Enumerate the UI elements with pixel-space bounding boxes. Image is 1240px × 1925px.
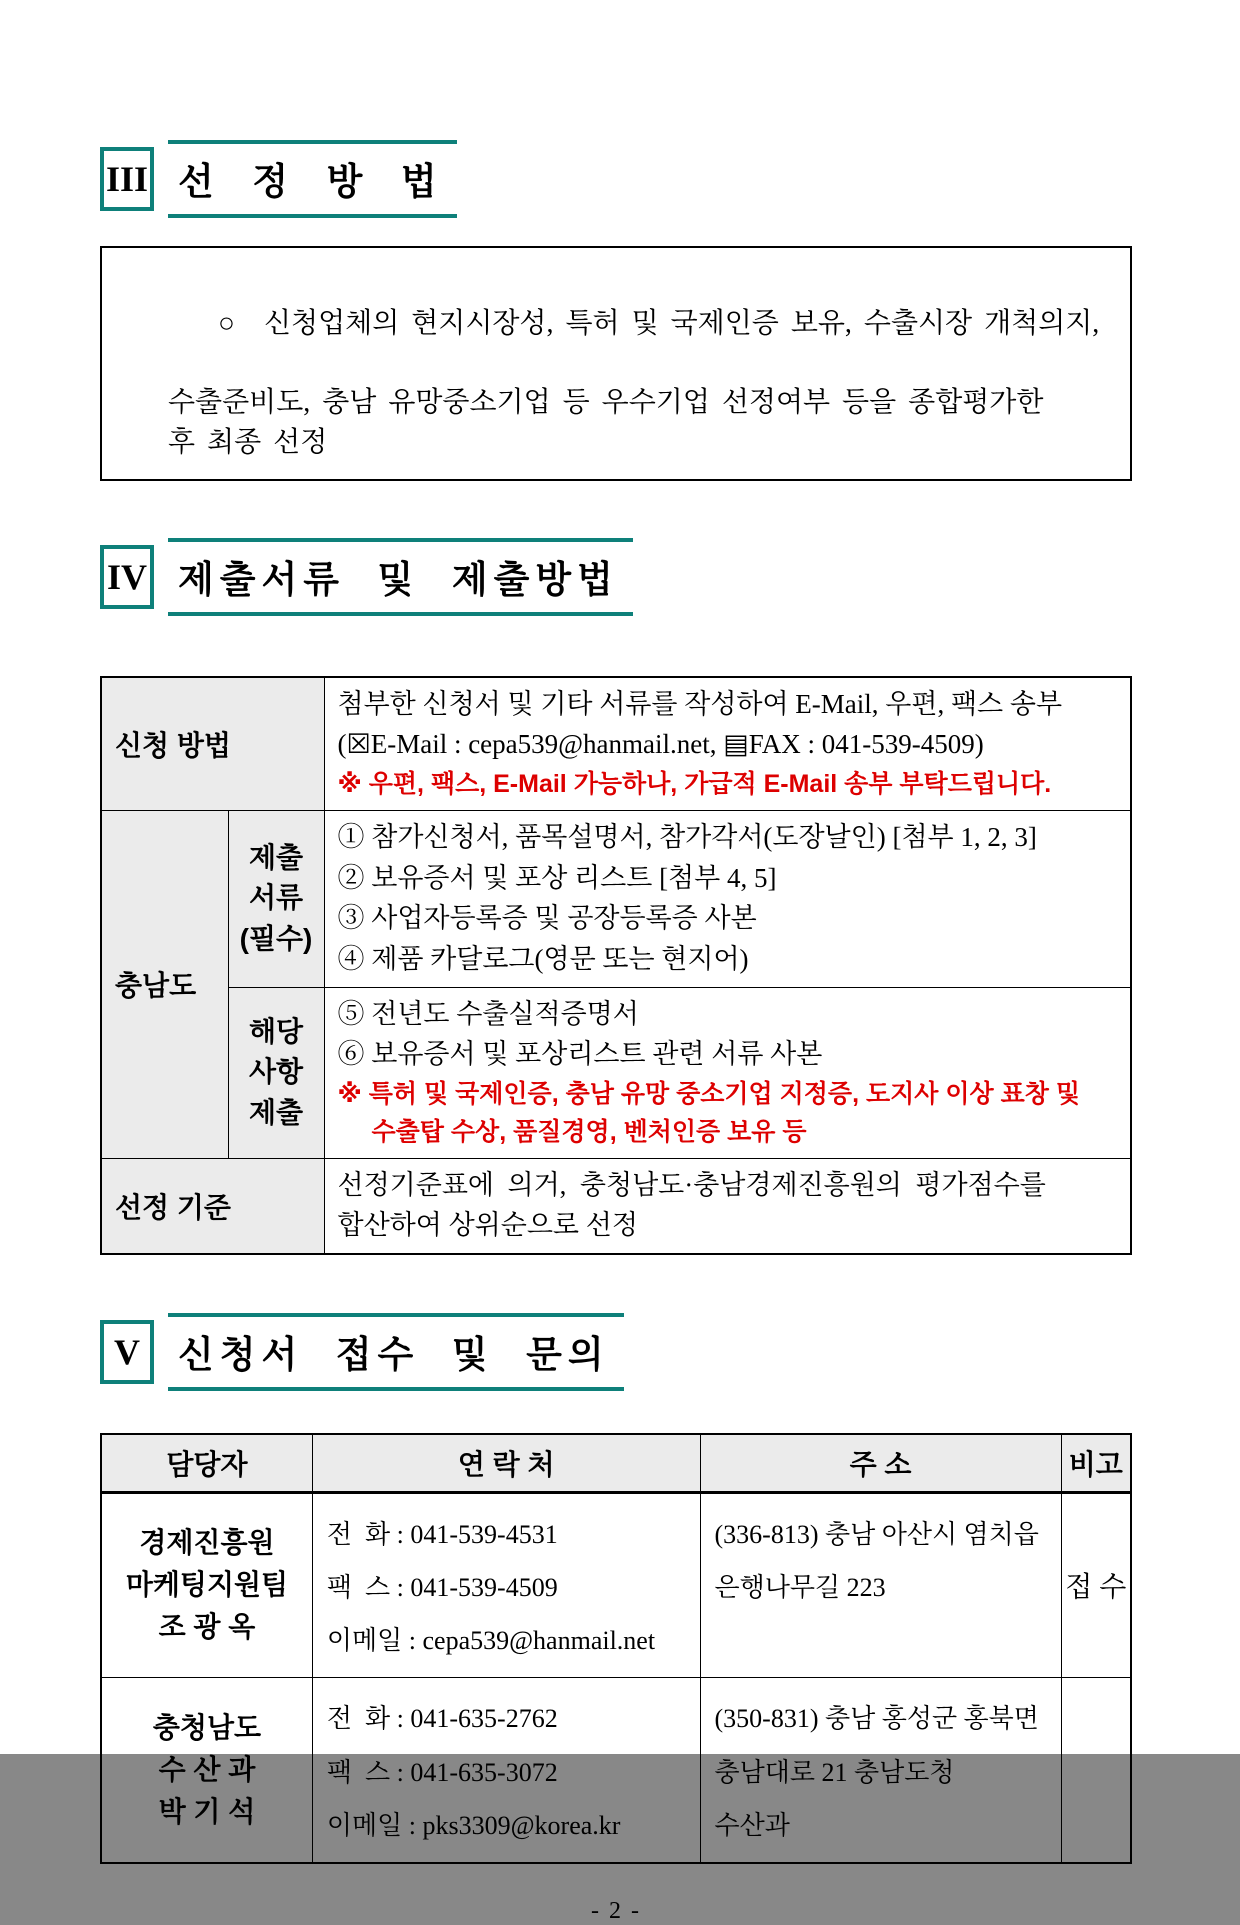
apply-method-red-note: ※ 우편, 팩스, E-Mail 가능하나, 가급적 E-Mail 송부 부탁드립니다. — [337, 770, 1052, 798]
circle-bullet-icon: ○ — [218, 307, 235, 339]
phone-line: 전 화 : 041-539-4531 — [326, 1519, 558, 1549]
selection-method-line-2: 수출준비도, 충남 유망중소기업 등 우수기업 선정여부 등을 종합평가한 — [168, 387, 1044, 419]
conditional-docs-header-line-2: 사항 — [248, 1056, 304, 1088]
required-item-3: ③ 사업자등록증 및 공장등록증 사본 — [337, 903, 757, 934]
section-5-roman-numeral: V — [100, 1320, 154, 1384]
apply-method-header-cell: 신청 방법 — [101, 677, 324, 811]
section-4-header — [100, 538, 1132, 616]
conditional-docs-header-cell — [228, 987, 324, 1158]
contact-row-2-contact-cell — [312, 1678, 700, 1863]
apply-method-row — [101, 677, 1131, 811]
section-5-title: 신청서 접수 및 문의 — [168, 1313, 624, 1391]
section-3-header — [100, 140, 1132, 218]
conditional-docs-header-line-3: 제출 — [248, 1096, 304, 1128]
required-item-2: ② 보유증서 및 포상 리스트 [첨부 4, 5] — [337, 862, 777, 893]
required-docs-header-line-3: (필수) — [239, 923, 313, 955]
apply-method-line-1: 첨부한 신청서 및 기타 서류를 작성하여 E-Mail, 우편, 팩스 송부 — [337, 688, 1063, 719]
person-name: 박 기 석 — [158, 1796, 256, 1828]
submission-table — [100, 676, 1132, 1255]
address-line-1: (350-831) 충남 홍성군 홍북면 — [714, 1704, 1039, 1734]
selection-method-line-1 — [122, 264, 1116, 383]
email-address-text: E-Mail : cepa539@hanmail.net, — [370, 729, 724, 760]
contact-header-note: 비고 — [1061, 1434, 1131, 1492]
criteria-content-cell — [324, 1158, 1131, 1254]
email-line: 이메일 : pks3309@korea.kr — [326, 1810, 621, 1840]
address-line-1: (336-813) 충남 아산시 염치읍 — [714, 1519, 1039, 1549]
required-documents-row — [101, 811, 1131, 988]
criteria-header-cell: 선정 기준 — [101, 1158, 324, 1254]
section-3-title: 선 정 방 법 — [168, 140, 457, 218]
contact-header-contact: 연 락 처 — [312, 1434, 700, 1492]
contact-row-2-person-cell — [101, 1678, 312, 1863]
conditional-docs-header-line-1: 해당 — [248, 1015, 304, 1047]
criteria-line-1: 선정기준표에 의거, 충청남도·충남경제진흥원의 평가점수를 — [337, 1169, 1046, 1200]
document-content — [100, 0, 1132, 1925]
open-paren: ( — [337, 729, 347, 760]
section-3-roman-numeral: III — [100, 147, 154, 211]
page-number: - 2 - — [591, 1898, 641, 1925]
section-5-header — [100, 1313, 1132, 1391]
selection-method-box — [100, 246, 1132, 481]
person-team: 마케팅지원팀 — [125, 1569, 289, 1601]
contact-row-1-person-cell — [101, 1492, 312, 1678]
conditional-red-note-line-2: 수출탑 수상, 품질경영, 벤처인증 보유 등 — [371, 1117, 807, 1146]
address-line-2: 충남대로 21 충남도청 — [714, 1757, 955, 1787]
person-name: 조 광 옥 — [158, 1611, 256, 1643]
contact-table — [100, 1433, 1132, 1864]
address-line-2: 은행나무길 223 — [714, 1572, 886, 1602]
criteria-line-2: 합산하여 상위순으로 선정 — [337, 1210, 638, 1241]
contact-row-1-address-cell — [700, 1492, 1061, 1678]
required-item-1: ① 참가신청서, 품목설명서, 참가각서(도장날인) [첨부 1, 2, 3] — [337, 822, 1037, 852]
contact-header-row — [101, 1434, 1131, 1492]
person-team: 수 산 과 — [158, 1754, 256, 1786]
address-line-3: 수산과 — [714, 1810, 790, 1840]
required-item-4: ④ 제품 카달로그(영문 또는 현지어) — [337, 943, 749, 974]
phone-line: 전 화 : 041-635-2762 — [326, 1704, 558, 1734]
apply-method-line-2 — [338, 727, 1125, 763]
selection-method-text-1: 신청업체의 현지시장성, 특허 및 국제인증 보유, 수출시장 개척의지, — [264, 307, 1100, 339]
contact-row-1 — [101, 1492, 1131, 1678]
conditional-item-5: ⑤ 전년도 수출실적증명서 — [337, 998, 639, 1029]
contact-row-2-note-cell — [1061, 1678, 1131, 1863]
contact-row-1-note-cell: 접 수 — [1061, 1492, 1131, 1678]
fax-number-text: FAX : 041-539-4509) — [748, 729, 984, 760]
person-org: 충청남도 — [152, 1712, 262, 1744]
conditional-docs-content-cell — [324, 987, 1131, 1158]
email-line: 이메일 : cepa539@hanmail.net — [326, 1626, 656, 1656]
fax-line: 팩 스 : 041-635-3072 — [326, 1757, 558, 1787]
contact-header-address: 주 소 — [700, 1434, 1061, 1492]
conditional-documents-row — [101, 987, 1131, 1158]
conditional-item-6: ⑥ 보유증서 및 포상리스트 관련 서류 사본 — [337, 1039, 823, 1070]
person-org: 경제진흥원 — [139, 1527, 275, 1559]
apply-method-content-cell — [324, 677, 1131, 811]
contact-row-1-contact-cell — [312, 1492, 700, 1678]
province-header-cell: 충남도 — [101, 811, 228, 1159]
required-docs-header-line-2: 서류 — [248, 882, 304, 914]
criteria-row — [101, 1158, 1131, 1254]
conditional-red-note-line-1: ※ 특허 및 국제인증, 충남 유망 중소기업 지정증, 도지사 이상 표창 및 — [337, 1079, 1081, 1108]
selection-method-line-3: 후 최종 선정 — [168, 427, 328, 458]
required-docs-header-cell — [228, 811, 324, 988]
fax-line: 팩 스 : 041-539-4509 — [326, 1572, 558, 1602]
section-4-roman-numeral: IV — [100, 545, 154, 609]
fax-icon: ▤ — [723, 729, 749, 761]
required-docs-header-line-1: 제출 — [248, 841, 304, 873]
contact-row-2-address-cell — [700, 1678, 1061, 1863]
envelope-icon: ☒ — [346, 729, 371, 761]
contact-row-2 — [101, 1678, 1131, 1863]
section-4-title: 제출서류 및 제출방법 — [168, 538, 633, 616]
contact-header-person: 담당자 — [101, 1434, 312, 1492]
required-docs-content-cell — [324, 811, 1131, 988]
